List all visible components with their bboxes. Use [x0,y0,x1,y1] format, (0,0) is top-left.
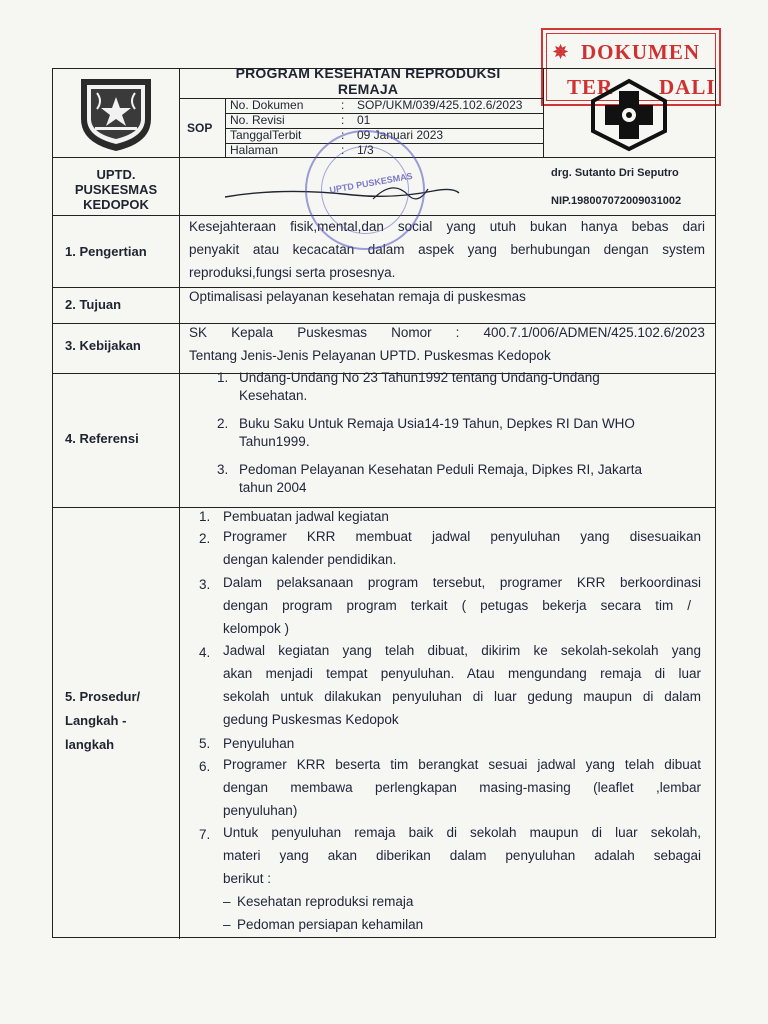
field-halaman-label: Halaman [230,143,279,157]
field-tanggal-terbit-label: TanggalTerbit [230,128,302,142]
section-pengertian-label: 1. Pengertian [65,244,147,259]
prosedur-7-line3: berikut : [223,871,272,886]
prosedur-6-num: 6. [199,759,211,774]
kebijakan-w5: : [455,325,460,340]
prosedur-4-line4: gedung Puskesmas Kedopok [223,712,399,727]
field-no-revisi-sep: : [341,113,345,127]
prosedur-6-line2: dengan membawa perlengkapan masing-masing (leaflet ,lembar [223,780,701,795]
prosedur-bullet-1: Kesehatan reproduksi remaja [237,894,414,909]
kebijakan-line1 [189,325,705,340]
referensi-1-line1: Undang-Undang No 23 Tahun1992 tentang Undang-Undang [239,370,600,385]
referensi-3-num: 3. [217,462,229,477]
prosedur-2-num: 2. [199,531,211,546]
kebijakan-w4: Nomor [391,325,432,340]
regency-crest-icon [73,75,159,153]
section-kebijakan-label: 3. Kebijakan [65,338,141,353]
kebijakan-w3: Puskesmas [297,325,367,340]
org-name-line3: KEDOPOK [83,197,149,212]
prosedur-7-num: 7. [199,827,211,842]
puskesmas-logo-icon [589,79,669,151]
field-no-dokumen-value: SOP/UKM/039/425.102.6/2023 [357,98,523,112]
prosedur-2-line1: Programer KRR membuat jadwal penyuluhan yang disesuaikan [223,529,701,544]
referensi-3-line1: Pedoman Pelayanan Kesehatan Peduli Remaja, Dipkes RI, Jakarta [239,462,642,477]
prosedur-3-line2: dengan program program terkait ( petugas bekerja secara tim / [223,598,691,613]
org-name-line1: UPTD. [96,167,136,182]
field-halaman-sep: : [341,143,345,157]
prosedur-1-num: 1. [199,509,211,524]
field-halaman-value: 1/3 [357,143,374,157]
pengertian-line2: penyakit atau kecacatan dalam aspek yang berhubungan dengan system [189,242,705,257]
kebijakan-line2: Tentang Jenis-Jenis Pelayanan UPTD. Puskesmas Kedopok [189,348,551,363]
document-title-line2: REMAJA [337,81,399,97]
prosedur-7-line2: materi yang akan diberikan dalam penyuluhan adalah sebagai [223,848,701,863]
field-no-revisi-label: No. Revisi [230,113,285,127]
sop-label: SOP [187,121,213,135]
field-tanggal-terbit-sep: : [341,128,345,142]
section-referensi-label: 4. Referensi [65,431,139,446]
prosedur-bullet-2: Pedoman persiapan kehamilan [237,917,424,932]
bullet-dash-icon: – [223,917,231,932]
prosedur-2-line2: dengan kalender pendidikan. [223,552,397,567]
official-round-stamp [305,130,425,250]
pengertian-line3: reproduksi,fungsi serta prosesnya. [189,265,396,280]
svg-text:DALI: DALI [659,75,716,99]
referensi-1-line2: Kesehatan. [239,388,308,403]
kebijakan-w2: Kepala [231,325,274,340]
referensi-3-line2: tahun 2004 [239,480,307,495]
section-prosedur-label-line1: 5. Prosedur/ [65,689,141,704]
prosedur-3-num: 3. [199,577,211,592]
prosedur-4-line3: sekolah untuk dilakukan penyuluhan di luar gedung maupun di dalam [223,689,701,704]
tujuan-text: Optimalisasi pelayanan kesehatan remaja di puskesmas [189,289,526,304]
referensi-2-num: 2. [217,416,229,431]
prosedur-1-line1: Pembuatan jadwal kegiatan [223,509,389,524]
prosedur-3-line1: Dalam pelaksanaan program tersebut, programer KRR berkoordinasi [223,575,701,590]
svg-text:TER: TER [567,75,614,99]
signer-name: drg. Sutanto Dri Seputro [551,167,679,179]
referensi-1-num: 1. [217,370,229,385]
referensi-2-line1: Buku Saku Untuk Remaja Usia14-19 Tahun, Depkes RI Dan WHO [239,416,635,431]
document-title-line1: PROGRAM KESEHATAN REPRODUKSI [235,65,501,81]
stamp-text-line1: DOKUMEN [581,40,700,64]
section-prosedur-label-line2: Langkah - [65,713,127,728]
prosedur-3-line3: kelompok ) [223,621,290,636]
field-tanggal-terbit-value: 09 Januari 2023 [357,128,444,142]
kebijakan-w6: 400.7.1/006/ADMEN/425.102.6/2023 [483,325,705,340]
prosedur-5-line1: Penyuluhan [223,736,295,751]
pengertian-line1: Kesejahteraan fisik,mental,dan social yang utuh bukan hanya bebas dari [189,219,705,234]
prosedur-4-line1: Jadwal kegiatan yang telah dibuat, dikirim ke sekolah-sekolah yang [223,643,701,658]
org-name-line2: PUSKESMAS [74,182,158,197]
prosedur-7-line1: Untuk penyuluhan remaja baik di sekolah maupun di luar sekolah, [223,825,701,840]
referensi-2-line2: Tahun1999. [239,434,310,449]
kebijakan-w1: SK [189,325,208,340]
prosedur-4-num: 4. [199,645,211,660]
round-stamp-text: UPTD PUSKESMAS [328,170,414,196]
prosedur-6-line3: penyuluhan) [223,803,298,818]
field-no-dokumen-sep: : [341,98,345,112]
prosedur-5-num: 5. [199,736,211,751]
field-no-dokumen-label: No. Dokumen [230,98,304,112]
signer-nip: NIP.198007072009031002 [551,195,682,207]
stamp-emblem-icon: ✵ [553,42,569,62]
prosedur-6-line1: Programer KRR beserta tim berangkat sesuai jadwal yang telah dibuat [223,757,701,772]
field-no-revisi-value: 01 [357,113,371,127]
bullet-dash-icon: – [223,894,231,909]
section-prosedur-label-line3: langkah [65,737,115,752]
section-tujuan-label: 2. Tujuan [65,297,122,312]
prosedur-4-line2: akan menjadi tempat penyuluhan. Atau mengundang remaja di luar [223,666,701,681]
